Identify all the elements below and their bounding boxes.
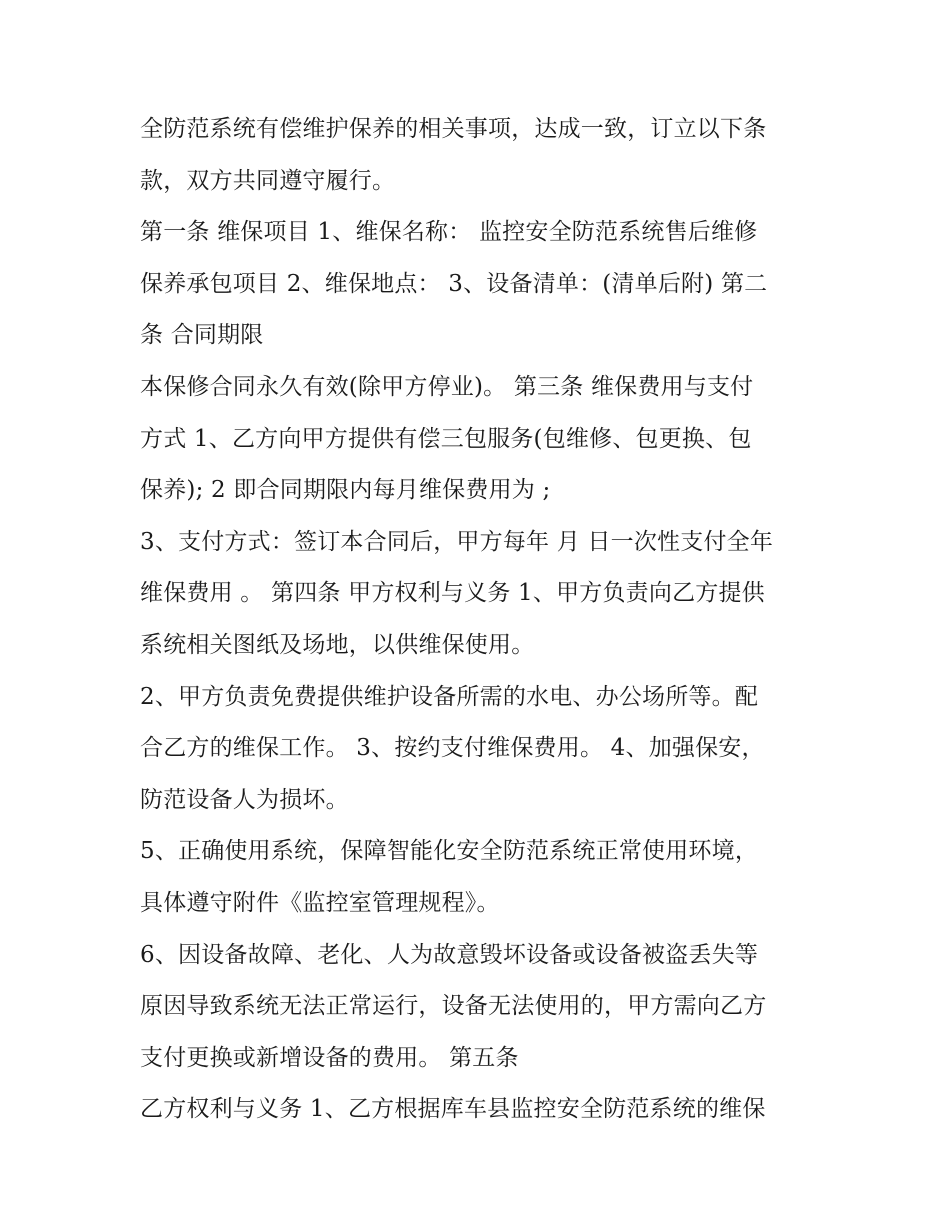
text-line: 5、正确使用系统，保障智能化安全防范系统正常使用环境，	[140, 838, 759, 865]
text-line: 保养); 2 即合同期限内每月维保费用为 ;	[140, 477, 551, 504]
text-line: 款，双方共同遵守履行。	[140, 167, 396, 194]
text-line: 6、因设备故障、老化、人为故意毁坏设备或设备被盗丢失等	[140, 941, 759, 968]
text-line: 维保费用 。 第四条 甲方权利与义务 1、甲方负责向乙方提供	[140, 580, 765, 607]
text-line: 支付更换或新增设备的费用。 第五条	[140, 1044, 519, 1071]
contract-body-text	[140, 104, 820, 1136]
text-line: 第一条 维保项目 1、维保名称： 监控安全防范系统售后维修	[140, 219, 758, 246]
text-line: 3、支付方式：签订本合同后，甲方每年 月 日一次性支付全年	[140, 528, 774, 555]
text-line: 具体遵守附件《监控室管理规程》。	[140, 889, 500, 916]
text-line: 合乙方的维保工作。 3、按约支付维保费用。 4、加强保安，	[140, 735, 765, 762]
text-line: 全防范系统有偿维护保养的相关事项，达成一致，订立以下条	[140, 116, 767, 142]
text-line: 方式 1、乙方向甲方提供有偿三包服务(包维修、包更换、包	[140, 425, 752, 452]
text-line: 2、甲方负责免费提供维护设备所需的水电、办公场所等。配	[140, 683, 759, 710]
text-line: 系统相关图纸及场地，以供维保使用。	[140, 631, 535, 658]
text-line: 防范设备人为损坏。	[140, 786, 349, 813]
text-line: 条 合同期限	[140, 322, 264, 349]
text-line: 乙方权利与义务 1、乙方根据库车县监控安全防范系统的维保	[140, 1096, 766, 1123]
text-line: 本保修合同永久有效(除甲方停业)。 第三条 维保费用与支付	[140, 373, 754, 400]
text-line: 保养承包项目 2、维保地点： 3、设备清单：(清单后附) 第二	[140, 270, 768, 297]
text-line: 原因导致系统无法正常运行，设备无法使用的，甲方需向乙方	[140, 993, 767, 1020]
